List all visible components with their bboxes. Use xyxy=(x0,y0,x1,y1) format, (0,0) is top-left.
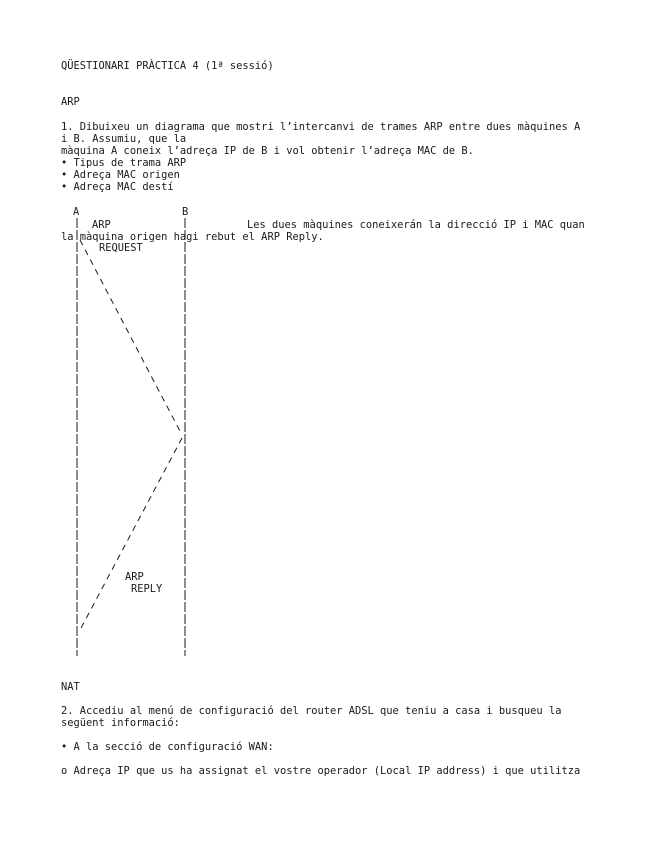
section-heading-arp: ARP xyxy=(61,96,80,108)
arp-reply-label-2: REPLY xyxy=(131,583,163,595)
question-1-line-2: i B. Assumiu, que la xyxy=(61,133,187,145)
diagram-note-line-1: Les dues màquines coneixerán la direcció IP i MAC quan xyxy=(247,219,585,231)
arp-request-label-2: REQUEST xyxy=(99,242,143,254)
question-2-line-2: següent informació: xyxy=(61,717,180,729)
question-1-line-1: 1. Dibuixeu un diagrama que mostri l’intercanvi de trames ARP entre dues màquines A xyxy=(61,121,581,133)
arp-request-arrow xyxy=(80,240,182,435)
document-title: QÜESTIONARI PRÀCTICA 4 (1ª sessió) xyxy=(61,60,274,72)
sub-item-ip-address: o Adreça IP que us ha assignat el vostre operador (Local IP address) i que utilitza xyxy=(61,765,581,777)
bullet-wan-section: • A la secció de configuració WAN: xyxy=(61,741,274,753)
host-b-label: B xyxy=(182,206,189,218)
question-2-line-1: 2. Accediu al menú de configuració del router ADSL que teniu a casa i busqueu la xyxy=(61,705,562,717)
bullet-mac-destination: • Adreça MAC destí xyxy=(61,181,174,193)
section-heading-nat: NAT xyxy=(61,681,80,693)
bullet-mac-origin: • Adreça MAC origen xyxy=(61,169,180,181)
question-1-line-3: màquina A coneix l’adreça IP de B i vol obtenir l’adreça MAC de B. xyxy=(61,145,474,157)
bullet-frame-type: • Tipus de trama ARP xyxy=(61,157,187,169)
host-a-label: A xyxy=(73,206,80,218)
arp-request-label-1: ARP xyxy=(92,219,111,231)
diagram-note-line-2: la màquina origen hagi rebut el ARP Reply. xyxy=(61,231,324,243)
arp-reply-label-1: ARP xyxy=(125,571,144,583)
arp-reply-arrow xyxy=(80,438,182,630)
